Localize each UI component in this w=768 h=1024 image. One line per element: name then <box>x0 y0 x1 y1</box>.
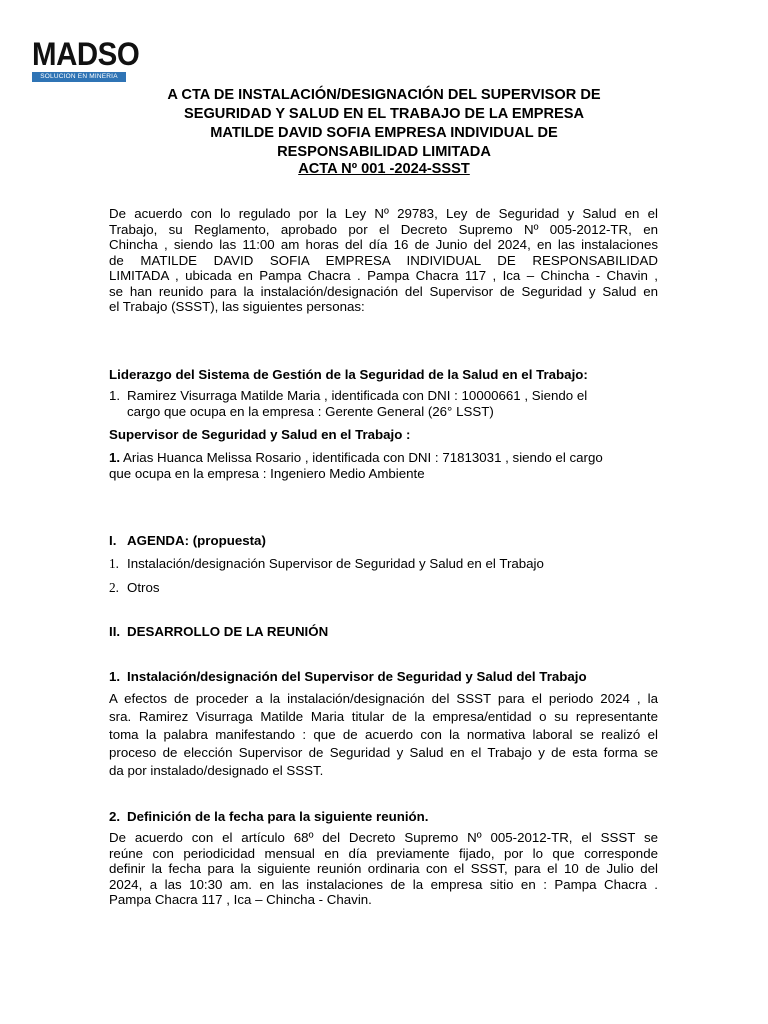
supervisor-item-line: Arias Huanca Melissa Rosario , identificada con DNI : 71813031 , siendo el cargo <box>120 450 603 465</box>
section2-heading <box>109 809 428 825</box>
section-number: 2. <box>109 809 121 824</box>
paragraph-line: sra. Ramirez Visurraga Matilde Maria titular de la empresa/entidad o su representante <box>109 709 658 724</box>
list-number: 1. <box>109 556 119 571</box>
title-line: SEGURIDAD Y SALUD EN EL TRABAJO DE LA EMPRESA <box>183 106 585 122</box>
list-item <box>109 580 658 596</box>
paragraph-line: LIMITADA , ubicada en Pampa Chacra . Pampa Chacra 117 , Ica – Chincha - Chavin , <box>109 268 658 283</box>
agenda-heading <box>109 533 266 549</box>
desarrollo-title: DESARROLLO DE LA REUNIÓN <box>127 624 329 639</box>
leadership-heading: Liderazgo del Sistema de Gestión de la Seguridad de la Salud en el Trabajo: <box>109 367 588 382</box>
title-line: RESPONSABILIDAD LIMITADA <box>277 144 491 160</box>
logo-wordmark: MADSO <box>32 36 140 72</box>
supervisor-item <box>109 450 658 481</box>
paragraph-line: se han reunido para la instalación/designación del Supervisor de Seguridad y Salud en <box>109 283 658 299</box>
section2-paragraph <box>109 830 658 908</box>
intro-paragraph <box>109 206 658 315</box>
section-number: 1. <box>109 669 121 684</box>
roman-numeral: I. <box>109 533 117 548</box>
list-number: 1. <box>109 450 121 465</box>
paragraph-line: proceso de elección Supervisor de Seguridad y Salud en el Trabajo y de esta forma se <box>109 745 658 760</box>
paragraph-line: el Trabajo (SSST), las siguientes personas: <box>109 299 365 314</box>
logo-tagline: SOLUCION EN MINERIA <box>32 72 126 82</box>
leadership-item-line: cargo que ocupa en la empresa : Gerente General (26° LSST) <box>127 403 494 419</box>
company-logo <box>32 36 140 82</box>
paragraph-line: definir la fecha para la siguiente reunión ordinaria con el SSST, para el 10 de Julio del <box>109 861 658 876</box>
list-item-text: Instalación/designación Supervisor de Seguridad y Salud en el Trabajo <box>127 556 544 571</box>
agenda-title: AGENDA: (propuesta) <box>127 533 266 548</box>
paragraph-line: Pampa Chacra 117 , Ica – Chincha - Chavin. <box>109 892 372 907</box>
paragraph-line: Chincha , siendo las 11:00 am horas del día 16 de Junio del 2024, en las instalaciones <box>109 237 658 252</box>
list-number: 2. <box>109 579 119 595</box>
paragraph-line: reúne con periodicidad mensual en día previamente fijado, por lo que corresponde <box>109 845 658 861</box>
document-title <box>110 86 658 162</box>
paragraph-line: Trabajo, su Reglamento, aprobado por el Decreto Supremo Nº 005-2012-TR, en <box>109 221 658 237</box>
list-item-text: Otros <box>127 579 160 595</box>
title-line: A CTA DE INSTALACIÓN/DESIGNACIÓN DEL SUPERVISOR DE <box>167 87 601 103</box>
title-line: MATILDE DAVID SOFIA EMPRESA INDIVIDUAL DE <box>210 125 558 141</box>
section-title: Instalación/designación del Supervisor de Seguridad y Salud del Trabajo <box>127 669 587 684</box>
paragraph-line: toma la palabra manifestando : que de acuerdo con la normativa laboral se realizó el <box>109 727 658 742</box>
paragraph-line: A efectos de proceder a la instalación/designación del SSST para el periodo 2024 , la <box>109 691 658 706</box>
paragraph-line: De acuerdo con el artículo 68º del Decreto Supremo Nº 005-2012-TR, el SSST se <box>109 830 658 845</box>
list-item <box>109 556 658 572</box>
desarrollo-heading <box>109 624 328 640</box>
paragraph-line: 2024, a las 10:30 am. en las instalaciones de la empresa sitio en : Pampa Chacra . <box>109 876 658 892</box>
roman-numeral: II. <box>109 624 121 639</box>
paragraph-line: de MATILDE DAVID SOFIA EMPRESA INDIVIDUAL DE RESPONSABILIDAD <box>109 252 658 268</box>
supervisor-heading: Supervisor de Seguridad y Salud en el Trabajo : <box>109 427 411 442</box>
section1-paragraph <box>109 690 658 780</box>
section-title: Definición de la fecha para la siguiente reunión. <box>127 809 429 824</box>
leadership-item <box>109 388 658 419</box>
paragraph-line: De acuerdo con lo regulado por la Ley Nº 29783, Ley de Seguridad y Salud en el <box>109 206 658 221</box>
section1-heading <box>109 669 587 685</box>
paragraph-line: da por instalado/designado el SSST. <box>109 763 324 778</box>
supervisor-item-line: que ocupa en la empresa : Ingeniero Medio Ambiente <box>109 465 425 481</box>
agenda-list <box>109 556 658 595</box>
acta-number: ACTA Nº 001 -2024-SSST <box>298 161 470 177</box>
leadership-item-line: Ramirez Visurraga Matilde Maria , identificada con DNI : 10000661 , Siendo el <box>127 388 588 403</box>
list-number: 1. <box>109 388 121 403</box>
